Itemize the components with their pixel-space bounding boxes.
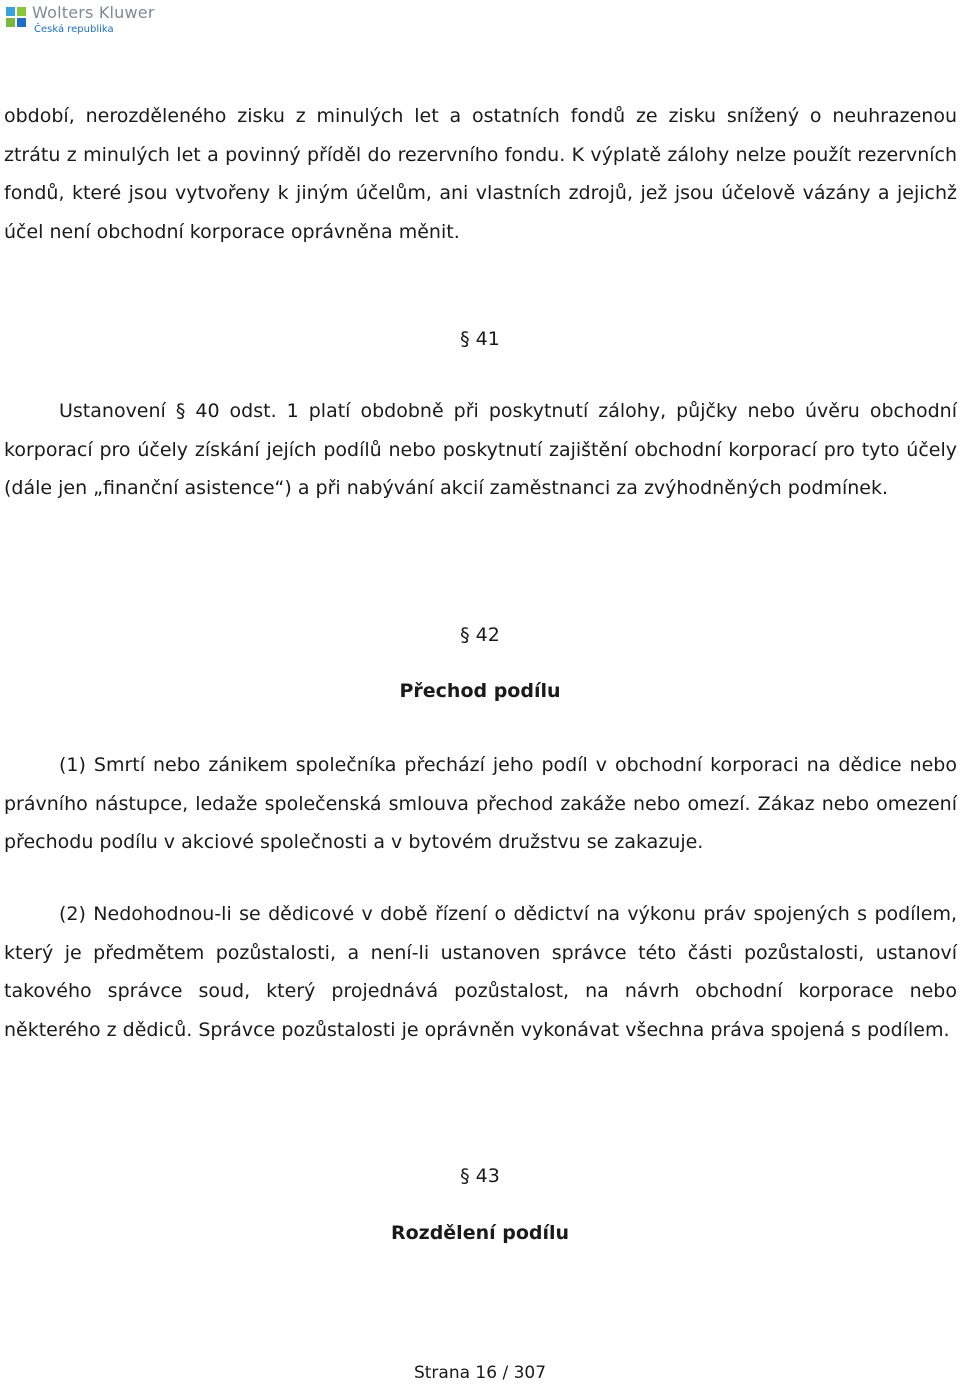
section-41-body: Ustanovení § 40 odst. 1 platí obdobně při poskytnutí zálohy, půjčky nebo úvěru obchodní korporací pro účely získání jejích podílů nebo poskytnutí zajištění obchodní korporací pro tyto účely (dále jen „finanční asistence“) a při nabývání akcií zaměstnanci za zvýhodněných podmínek. bbox=[4, 400, 957, 500]
brand-subtitle: Česká republika bbox=[34, 24, 114, 35]
section-42-paragraph-2: (2) Nedohodnou-li se dědicové v době řízení o dědictví na výkonu práv spojených s podílem, který je předmětem pozůstalosti, a není-li ustanoven správce této části pozůstalosti, ustanoví takového správce soud, který projednává pozůstalost, na návrh obchodní korporace nebo některého z dědiců. Správce pozůstalosti je oprávněn vykonávat všechna práva spojená s podílem. bbox=[4, 903, 957, 1041]
brand-name: Wolters Kluwer bbox=[32, 3, 155, 22]
section-42-paragraph-1: (1) Smrtí nebo zánikem společníka přechází jeho podíl v obchodní korporaci na dědice nebo právního nástupce, ledaže společenská smlouva přechod zakáže nebo omezí. Zákaz nebo omezení přechodu podílu v akciové společnosti a v bytovém družstvu se zakazuje. bbox=[4, 754, 957, 854]
section-41-number: § 41 bbox=[460, 328, 500, 350]
publisher-logo bbox=[4, 3, 164, 37]
section-43-number: § 43 bbox=[460, 1165, 500, 1187]
section-42-heading: Přechod podílu bbox=[399, 680, 561, 702]
wolters-kluwer-logo-icon bbox=[4, 5, 28, 29]
paragraph-continuation: období, nerozděleného zisku z minulých let a ostatních fondů ze zisku snížený o neuhrazenou ztrátu z minulých let a povinný příděl do rezervního fondu. K výplatě zálohy nelze použít rezervních fondů, které jsou vytvořeny k jiným účelům, ani vlastních zdrojů, jež jsou účelově vázány a jejichž účel není obchodní korporace oprávněna měnit. bbox=[4, 105, 957, 243]
section-43-heading: Rozdělení podílu bbox=[390, 1222, 570, 1244]
page-number: Strana 16 / 307 bbox=[413, 1363, 547, 1383]
section-42-number: § 42 bbox=[460, 624, 500, 646]
